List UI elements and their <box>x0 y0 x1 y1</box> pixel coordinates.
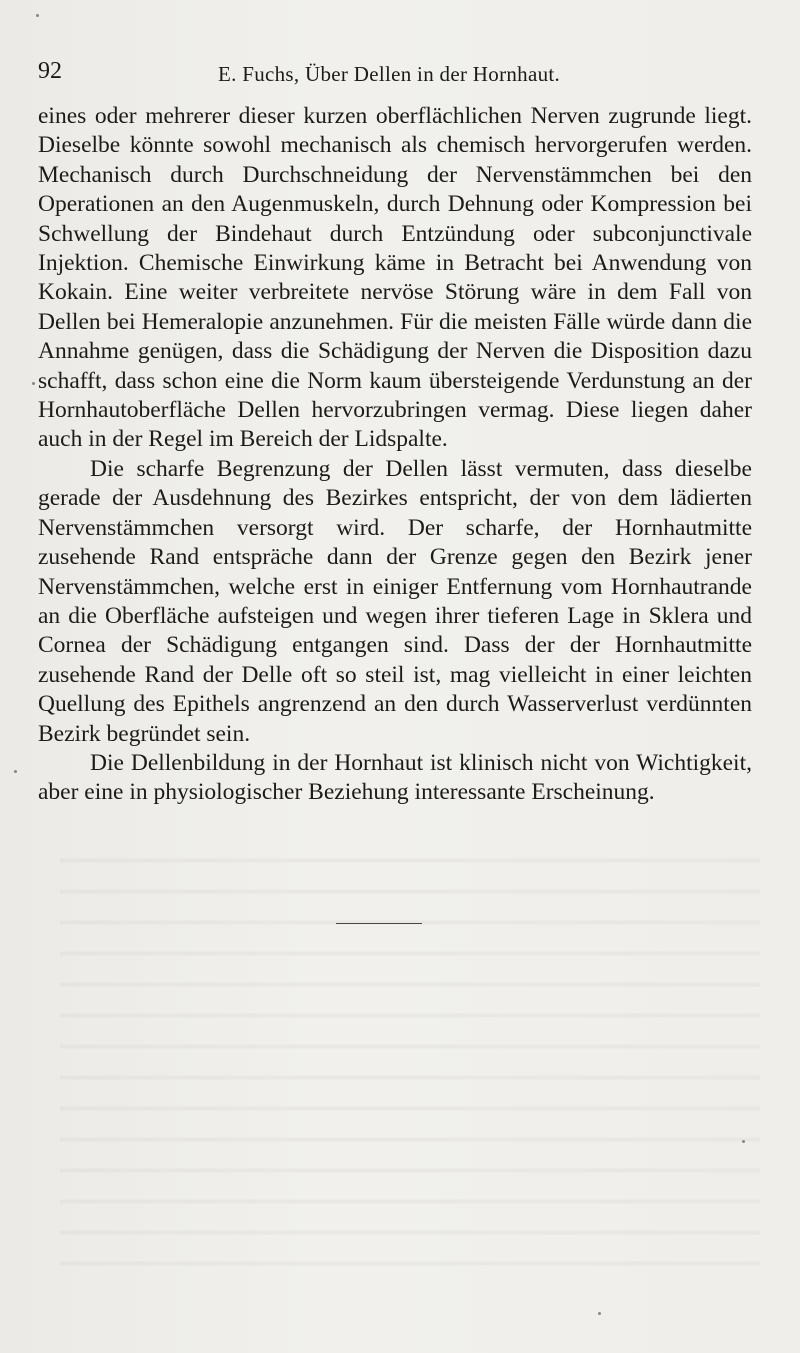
page-number: 92 <box>38 58 62 84</box>
page-header <box>38 58 750 88</box>
bleed-through-texture <box>60 840 760 1290</box>
body-text <box>38 102 752 808</box>
paragraph: Die scharfe Begrenzung der Dellen lässt vermuten, dass dieselbe gerade der Ausdehnung des Bezirkes entspricht, der von dem lädierten Nervenstämmchen versorgt wird. Der scharfe, der Hornhautmitte zusehende Rand entspräche dann der Grenze gegen den Bezirk jener Nervenstämmchen, welche erst in einiger Entfernung vom Hornhautrande an die Oberfläche aufsteigen und wegen ihrer tieferen Lage in Sklera und Cornea der Schädigung entgangen sind. Dass der der Hornhautmitte zusehende Rand der Delle oft so steil ist, mag vielleicht in einer leichten Quellung des Epithels angrenzend an den durch Wasserverlust verdünnten Bezirk begründet sein. <box>38 455 752 747</box>
paper-speck <box>36 14 39 17</box>
paper-speck <box>598 1312 601 1315</box>
paper-speck <box>32 382 35 385</box>
section-separator-rule <box>336 923 422 924</box>
paragraph-continued: eines oder mehrerer dieser kurzen oberflächlichen Nerven zugrunde liegt. Dieselbe könnte sowohl mechanisch als chemisch hervorgerufen werden. Mechanisch durch Durchschneidung der Nervenstämmchen bei den Operationen an den Augenmuskeln, durch Dehnung oder Kompression bei Schwellung der Bindehaut durch Entzündung oder subconjunctivale Injektion. Chemische Einwirkung käme in Betracht bei Anwendung von Kokain. Eine weiter verbreitete nervöse Störung wäre in dem Fall von Dellen bei Hemeralopie anzunehmen. Für die meisten Fälle würde dann die Annahme genügen, dass die Schädigung der Nerven die Disposition dazu schafft, dass schon eine die Norm kaum übersteigende Verdunstung an der Hornhautoberfläche Dellen hervorzubringen vermag. Diese liegen daher auch in der Regel im Bereich der Lidspalte. <box>38 103 752 453</box>
paper-speck <box>14 770 17 773</box>
running-head: E. Fuchs, Über Dellen in der Hornhaut. <box>218 62 561 86</box>
paper-speck <box>742 1140 745 1143</box>
paragraph: Die Dellenbildung in der Hornhaut ist klinisch nicht von Wichtigkeit, aber eine in physiologischer Beziehung interessante Erscheinung. <box>38 749 752 806</box>
